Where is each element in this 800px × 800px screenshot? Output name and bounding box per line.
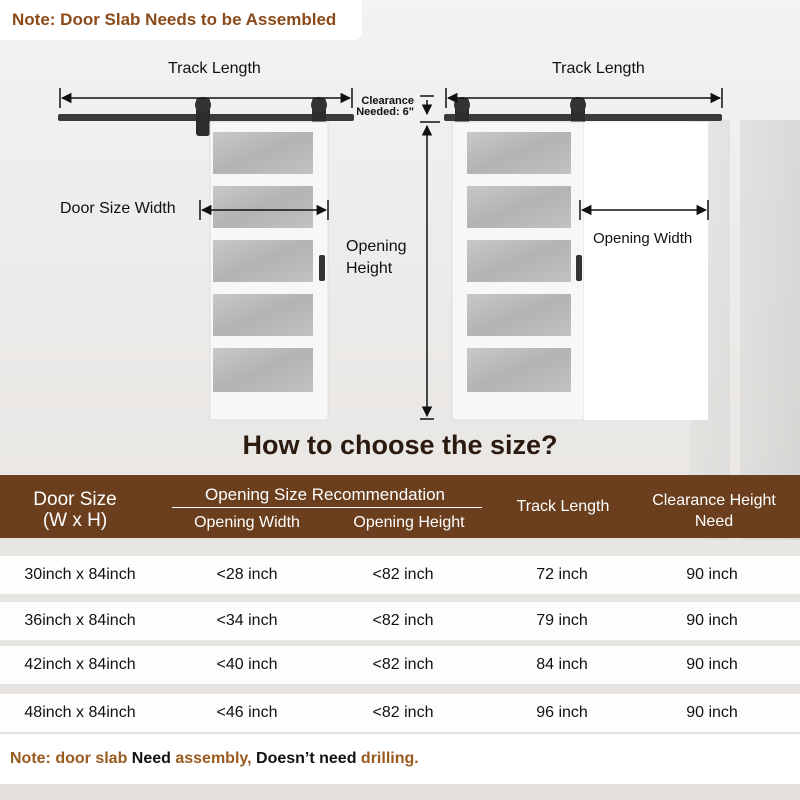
cell-opening-width: <40 inch [216, 656, 278, 673]
cell-track-length: 96 inch [536, 704, 588, 721]
opening-height-label-line2: Height [346, 260, 393, 277]
col-door-size-line1: Door Size [33, 489, 117, 510]
door-opening [584, 122, 708, 420]
cell-door-size: 36inch x 84inch [24, 612, 136, 629]
cell-opening-height: <82 inch [372, 612, 434, 629]
table-row [0, 694, 800, 732]
cell-door-size: 42inch x 84inch [24, 656, 136, 673]
opening-height-label [346, 236, 407, 280]
table-header [0, 475, 800, 538]
cell-opening-height: <82 inch [372, 566, 434, 583]
cell-track-length: 84 inch [536, 656, 588, 673]
note-bottom-part2: Need [127, 750, 176, 767]
door-size-width-label: Door Size Width [60, 200, 176, 217]
cell-clearance: 90 inch [686, 566, 738, 583]
cell-clearance: 90 inch [686, 612, 738, 629]
cell-opening-width: <46 inch [216, 704, 278, 721]
right-door [452, 122, 584, 420]
cell-door-size: 30inch x 84inch [24, 566, 136, 583]
note-bottom-part4: Doesn’t need [251, 750, 361, 767]
col-door-size-line2: (W x H) [42, 510, 108, 531]
note-bottom-part3: assembly, [175, 750, 252, 767]
col-clearance [632, 490, 796, 532]
cell-clearance: 90 inch [686, 704, 738, 721]
col-clearance-line1: Clearance Height [652, 492, 776, 509]
header-divider [172, 507, 482, 508]
note-banner-bottom [0, 734, 800, 784]
opening-width-label: Opening Width [593, 230, 693, 247]
table-row [0, 556, 800, 594]
cell-opening-height: <82 inch [372, 656, 434, 673]
cell-door-size: 48inch x 84inch [24, 704, 136, 721]
table-row [0, 646, 800, 684]
clearance-label [356, 96, 414, 118]
note-banner-top [0, 0, 362, 40]
col-opening-height: Opening Height [353, 514, 465, 531]
note-top-text: Note: Door Slab Needs to be Assembled [12, 10, 337, 29]
col-track-length: Track Length [516, 498, 610, 515]
cell-opening-width: <34 inch [216, 612, 278, 629]
note-bottom-part1: Note: door slab [10, 750, 128, 767]
section-heading: How to choose the size? [242, 430, 558, 460]
col-door-size [0, 489, 150, 531]
cell-track-length: 79 inch [536, 612, 588, 629]
col-opening-width: Opening Width [194, 514, 300, 531]
track-length-left-label: Track Length [168, 60, 261, 77]
cell-clearance: 90 inch [686, 656, 738, 673]
track-length-right-label: Track Length [552, 60, 645, 77]
col-clearance-line2: Need [694, 513, 734, 530]
cell-opening-width: <28 inch [216, 566, 278, 583]
opening-height-label-line1: Opening [346, 238, 407, 255]
cell-track-length: 72 inch [536, 566, 588, 583]
cell-opening-height: <82 inch [372, 704, 434, 721]
left-door [210, 122, 328, 420]
note-bottom-part5: drilling. [360, 750, 419, 767]
table-row [0, 602, 800, 640]
clearance-label-line1: Clearance [361, 95, 414, 107]
col-group-opening: Opening Size Recommendation [204, 485, 446, 504]
clearance-label-line2: Needed: 6" [356, 106, 414, 118]
